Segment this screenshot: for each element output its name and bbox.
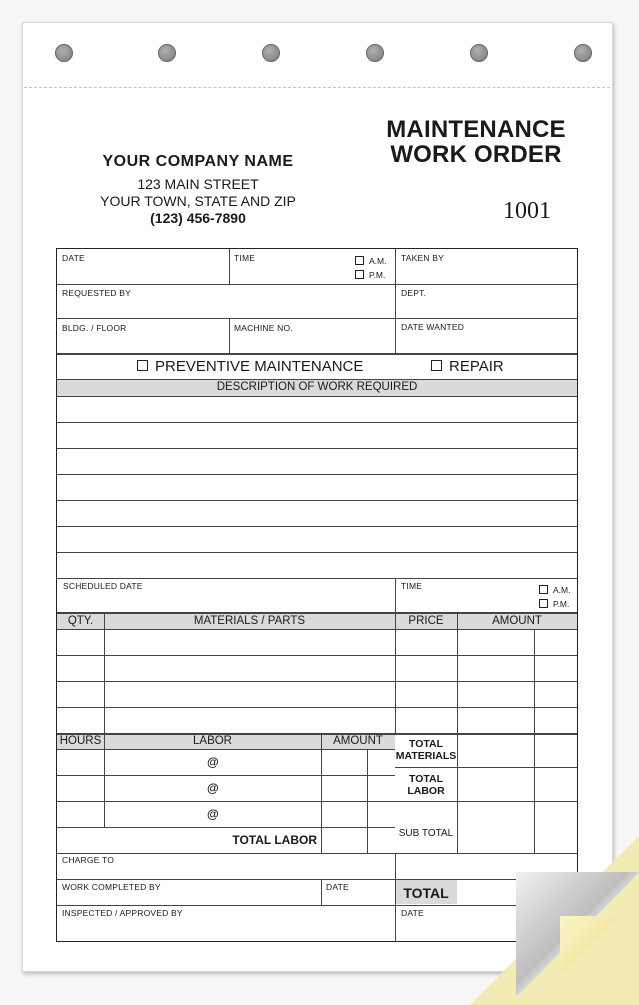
preventive-maintenance-checkbox[interactable]: PREVENTIVE MAINTENANCE xyxy=(137,358,363,375)
materials-parts-header: MATERIALS / PARTS xyxy=(193,615,306,627)
company-name: YOUR COMPANY NAME xyxy=(102,153,294,170)
title-line-1: MAINTENANCE xyxy=(386,116,566,143)
description-line xyxy=(57,578,577,579)
divider xyxy=(57,905,577,906)
binding-hole xyxy=(55,44,73,62)
divider xyxy=(57,379,577,380)
at-sign: @ xyxy=(207,781,219,795)
company-phone: (123) 456-7890 xyxy=(150,210,246,226)
bldg-floor-label: BLDG. / FLOOR xyxy=(62,323,127,333)
dept-label: DEPT. xyxy=(401,288,427,298)
divider xyxy=(321,879,322,905)
divider xyxy=(104,612,105,733)
divider xyxy=(395,249,396,353)
requested-by-label: REQUESTED BY xyxy=(62,288,131,298)
labor-row xyxy=(57,827,395,828)
divider xyxy=(395,612,396,733)
materials-row xyxy=(57,681,577,682)
date-wanted-label: DATE WANTED xyxy=(401,322,465,332)
divider xyxy=(395,801,577,802)
hours-header: HOURS xyxy=(59,735,102,747)
divider xyxy=(57,396,577,397)
amount-header: AMOUNT xyxy=(492,615,542,627)
charge-to-label: CHARGE TO xyxy=(62,855,115,865)
description-line xyxy=(57,526,577,527)
divider xyxy=(57,284,577,285)
total-labor-label: TOTAL LABOR xyxy=(232,833,317,847)
divider xyxy=(534,629,535,853)
labor-row xyxy=(57,775,395,776)
work-completed-by-label: WORK COMPLETED BY xyxy=(62,882,161,892)
title-line-2: WORK ORDER xyxy=(390,141,562,168)
at-sign: @ xyxy=(207,755,219,769)
binding-hole xyxy=(470,44,488,62)
binding-hole xyxy=(262,44,280,62)
divider xyxy=(395,578,396,612)
divider xyxy=(395,767,577,768)
description-line xyxy=(57,448,577,449)
date-label: DATE xyxy=(62,253,85,263)
description-line xyxy=(57,552,577,553)
qty-header: QTY. xyxy=(67,615,94,627)
repair-checkbox[interactable]: REPAIR xyxy=(431,358,504,375)
divider xyxy=(57,879,577,880)
at-sign: @ xyxy=(207,807,219,821)
perforation-line xyxy=(24,87,610,88)
binding-hole xyxy=(366,44,384,62)
total-labor-summary-label: TOTAL LABOR xyxy=(407,773,445,797)
binding-hole xyxy=(574,44,592,62)
sched-am-checkbox[interactable]: A.M. xyxy=(539,585,570,595)
machine-no-label: MACHINE NO. xyxy=(234,323,293,333)
divider xyxy=(57,318,577,319)
description-line xyxy=(57,422,577,423)
divider xyxy=(321,733,322,853)
divider xyxy=(57,353,577,355)
form-number: 1001 xyxy=(503,198,551,224)
inspected-date-label: DATE xyxy=(401,908,424,918)
scheduled-date-label: SCHEDULED DATE xyxy=(63,581,143,591)
sub-total-label: SUB TOTAL xyxy=(398,828,454,839)
labor-amount-header: AMOUNT xyxy=(333,735,383,747)
form-title xyxy=(360,117,592,167)
description-header: DESCRIPTION OF WORK REQUIRED xyxy=(216,381,418,393)
divider xyxy=(57,853,395,854)
total-materials-label: TOTAL MATERIALS xyxy=(395,738,457,762)
divider xyxy=(57,629,577,630)
completed-date-label: DATE xyxy=(326,882,349,892)
binding-hole xyxy=(158,44,176,62)
divider xyxy=(104,733,105,827)
total-label: TOTAL xyxy=(403,885,449,901)
divider xyxy=(57,749,395,750)
description-line xyxy=(57,500,577,501)
materials-row xyxy=(57,655,577,656)
divider xyxy=(229,318,230,353)
divider xyxy=(395,853,396,941)
price-header: PRICE xyxy=(408,615,444,627)
company-street: 123 MAIN STREET xyxy=(137,176,259,192)
scheduled-time-label: TIME xyxy=(401,581,423,591)
taken-by-label: TAKEN BY xyxy=(401,253,445,263)
inspected-approved-label: INSPECTED / APPROVED BY xyxy=(62,908,183,918)
description-line xyxy=(57,474,577,475)
pm-checkbox[interactable]: P.M. xyxy=(355,270,385,280)
labor-row xyxy=(57,801,395,802)
sched-pm-checkbox[interactable]: P.M. xyxy=(539,599,569,609)
labor-header: LABOR xyxy=(193,735,232,747)
divider xyxy=(395,853,577,854)
materials-row xyxy=(57,707,577,708)
company-city: YOUR TOWN, STATE AND ZIP xyxy=(100,193,296,209)
divider xyxy=(367,749,368,853)
divider xyxy=(229,249,230,284)
time-label: TIME xyxy=(234,253,256,263)
am-checkbox[interactable]: A.M. xyxy=(355,256,386,266)
form-grid xyxy=(56,248,578,942)
